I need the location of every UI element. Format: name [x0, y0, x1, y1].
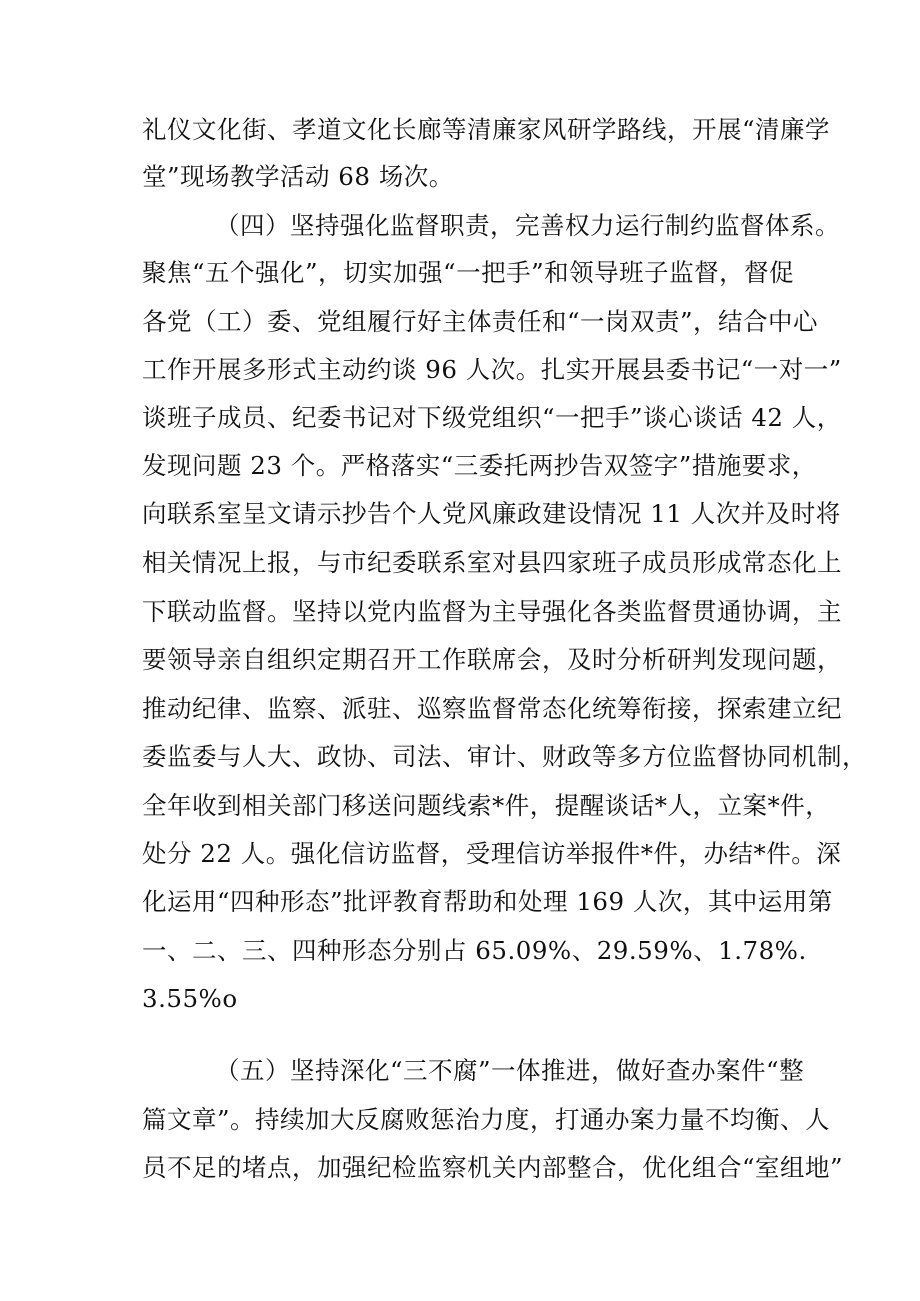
text-line: 聚焦“五个强化”，切实加强“一把手”和领导班子监督，督促	[142, 258, 795, 287]
text-line: 3.55%o	[142, 984, 238, 1013]
text-line: 工作开展多形式主动约谈 96 人次。扎实开展县委书记“一对一”	[142, 355, 842, 384]
text-line: 员不足的堵点，加强纪检监察机关内部整合，优化组合“室组地”	[142, 1153, 844, 1182]
text-line: 委监委与人大、政协、司法、审计、财政等多方位监督协同机制，	[142, 742, 867, 771]
text-line: 化运用“四种形态”批评教育帮助和处理 169 人次，其中运用第	[142, 887, 833, 916]
text-line: 向联系室呈文请示抄告个人党风廉政建设情况 11 人次并及时将	[142, 499, 841, 528]
section-heading-4: （四）坚持强化监督职责，完善权力运行制约监督体系。	[215, 211, 840, 240]
section-heading-5: （五）坚持深化“三不腐”一体推进，做好查办案件“整	[215, 1056, 805, 1085]
text-line: 各党（工）委、党组履行好主体责任和“一岗双责”，结合中心	[142, 307, 819, 336]
text-line: 推动纪律、监察、派驻、巡察监督常态化统筹衔接，探索建立纪	[142, 694, 842, 723]
text-line: 堂”现场教学活动 68 场次。	[142, 162, 454, 191]
text-line: 要领导亲自组织定期召开工作联席会，及时分析研判发现问题，	[142, 645, 842, 674]
text-line: 篇文章”。持续加大反腐败惩治力度，打通办案力量不均衡、人	[142, 1105, 831, 1134]
text-line: 发现问题 23 个。严格落实“三委托两抄告双签字”措施要求，	[142, 451, 817, 480]
text-line: 全年收到相关部门移送问题线索*件，提醒谈话*人，立案*件，	[142, 791, 831, 820]
text-line: 处分 22 人。强化信访监督，受理信访举报件*件，办结*件。深	[142, 839, 842, 868]
text-line: 礼仪文化街、孝道文化长廊等清廉家风研学路线，开展“清廉学	[142, 115, 831, 144]
text-line: 一、二、三、四种形态分别占 65.09%、29.59%、1.78%.	[142, 936, 807, 965]
text-line: 相关情况上报，与市纪委联系室对县四家班子成员形成常态化上	[142, 548, 842, 577]
text-line: 谈班子成员、纪委书记对下级党组织“一把手”谈心谈话 42 人，	[142, 403, 842, 432]
text-line: 下联动监督。坚持以党内监督为主导强化各类监督贯通协调，主	[142, 597, 842, 626]
